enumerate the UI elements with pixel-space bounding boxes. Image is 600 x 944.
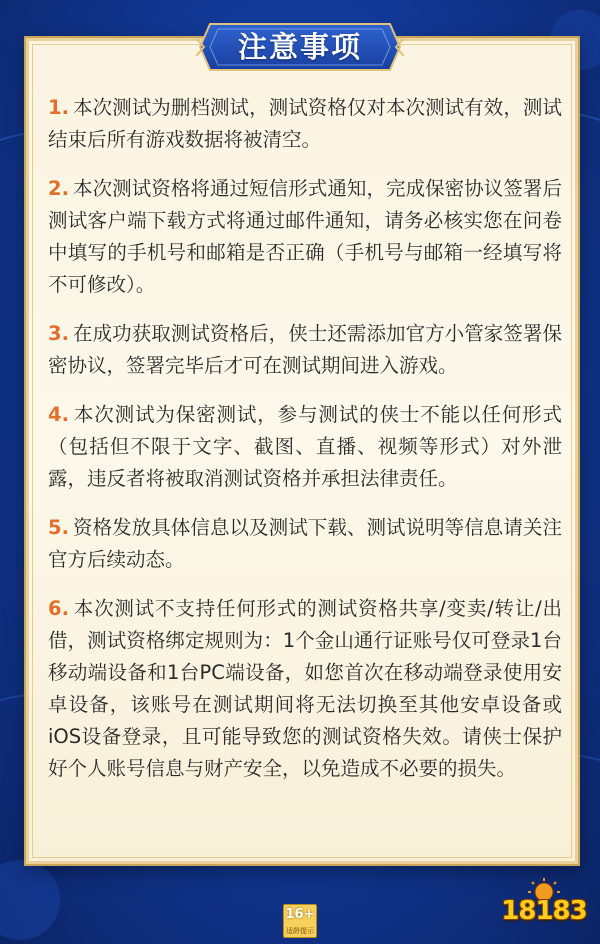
notice-item-6 (48, 593, 562, 785)
notice-item-3 (48, 318, 562, 382)
item-text: 本次测试为保密测试，参与测试的侠士不能以任何形式（包括但不限于文字、截图、直播、视频等形式）对外泄露，违反者将被取消测试资格并承担法律责任。 (48, 403, 562, 490)
item-number: 5. (48, 516, 69, 539)
item-text: 本次测试资格将通过短信形式通知，完成保密协议签署后测试客户端下载方式将通过邮件通知，请务必核实您在问卷中填写的手机号和邮箱是否正确（手机号与邮箱一经填写将不可修改）。 (48, 177, 562, 296)
item-number: 4. (48, 403, 69, 426)
item-number: 1. (48, 96, 69, 119)
site-watermark (494, 878, 594, 938)
notice-item-2 (48, 173, 562, 301)
item-number: 2. (48, 177, 69, 200)
age-rating-badge (283, 904, 317, 938)
notice-item-1 (48, 92, 562, 156)
item-number: 3. (48, 322, 69, 345)
item-text: 资格发放具体信息以及测试下载、测试说明等信息请关注官方后续动态。 (48, 516, 562, 571)
page-title: 注意事项 (237, 30, 362, 64)
age-rating-value: 16+ (285, 907, 315, 922)
notice-item-4 (48, 399, 562, 495)
item-number: 6. (48, 597, 69, 620)
watermark-text: 18183 (501, 896, 587, 926)
age-rating-caption: 适龄提示 (286, 927, 314, 935)
notice-item-5 (48, 512, 562, 576)
item-text: 在成功获取测试资格后，侠士还需添加官方小管家签署保密协议，签署完毕后才可在测试期间进入游戏。 (48, 322, 562, 377)
item-text: 本次测试不支持任何形式的测试资格共享/变卖/转让/出借，测试资格绑定规则为：1个金山通行证账号仅可登录1台移动端设备和1台PC端设备，如您首次在移动端登录使用安卓设备，该账号在测试期间将无法切换至其他安卓设备或iOS设备登录，且可能导致您的测试资格失效。请侠士保护好个人账号信息与财产安全，以免造成不必要的损失。 (48, 597, 562, 780)
item-text: 本次测试为删档测试，测试资格仅对本次测试有效，测试结束后所有游戏数据将被清空。 (48, 96, 562, 151)
title-banner (196, 20, 404, 74)
notice-list (48, 92, 562, 802)
